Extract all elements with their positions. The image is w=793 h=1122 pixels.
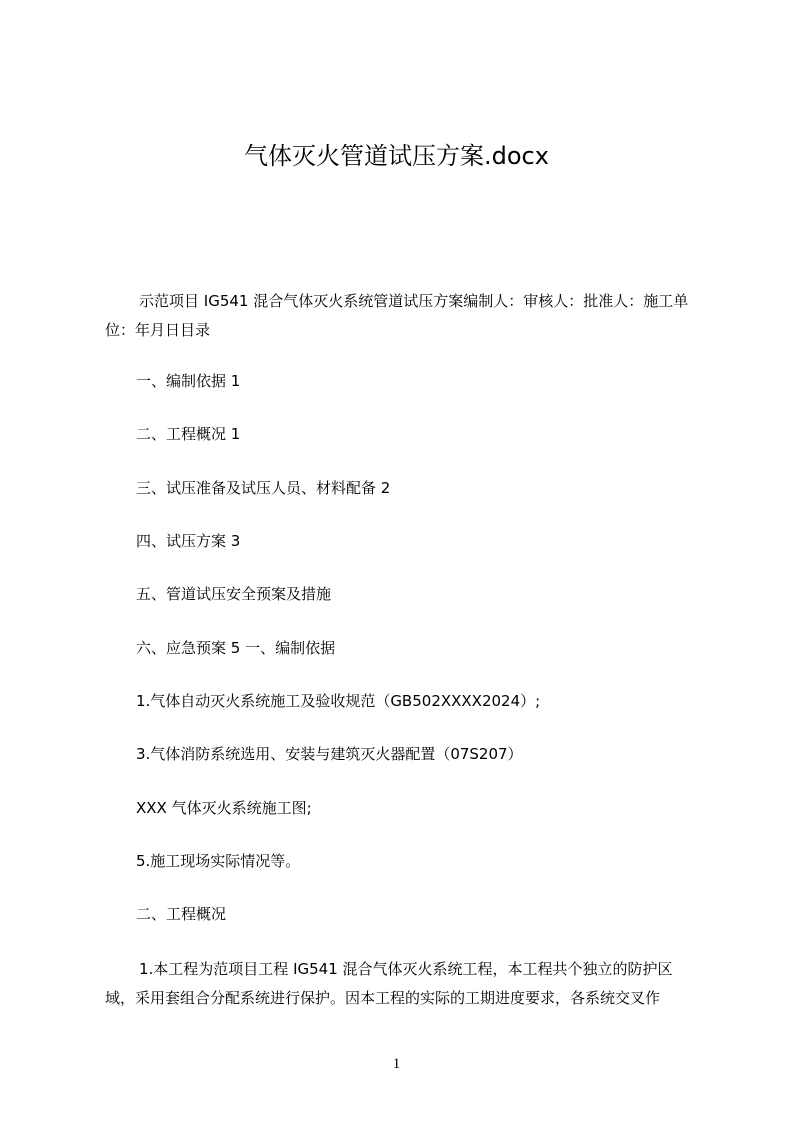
page-number: 1 — [392, 1056, 401, 1072]
basis-item-4: 5.施工现场实际情况等。 — [136, 852, 301, 870]
basis-item-1: 1.气体自动灭火系统施工及验收规范（GB502XXXX2024）; — [136, 692, 541, 710]
document-title: 气体灭火管道试压方案.docx — [244, 142, 549, 170]
basis-item-3: XXX 气体灭火系统施工图; — [136, 799, 312, 817]
overview-paragraph: 1.本工程为范项目工程 IG541 混合气体灭火系统工程，本工程共个独立的防护区域，采用套组合分配系统进行保护。因本工程的实际的工期进度要求，各系统交叉作 — [105, 960, 673, 1007]
toc-item-1: 一、编制依据 1 — [136, 372, 241, 390]
section-heading: 二、工程概况 — [136, 905, 227, 923]
toc-item-6: 六、应急预案 5 一、编制依据 — [136, 639, 336, 657]
toc-item-3: 三、试压准备及试压人员、材料配备 2 — [136, 479, 391, 497]
toc-item-2: 二、工程概况 1 — [136, 425, 241, 443]
toc-item-5: 五、管道试压安全预案及措施 — [136, 585, 332, 603]
toc-item-4: 四、试压方案 3 — [136, 532, 241, 550]
intro-paragraph: 示范项目 IG541 混合气体灭火系统管道试压方案编制人：审核人：批准人：施工单位：年月日目录 — [105, 292, 689, 339]
basis-item-2: 3.气体消防系统选用、安装与建筑灭火器配置（07S207） — [136, 745, 523, 763]
